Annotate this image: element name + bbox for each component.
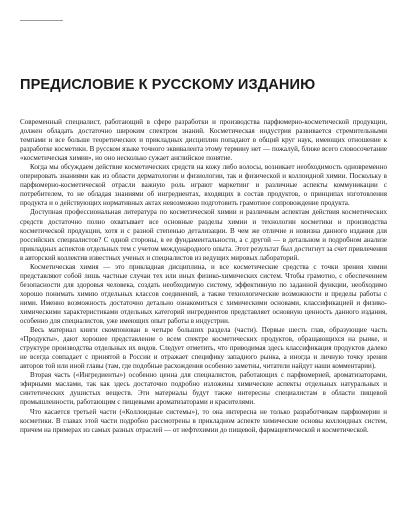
paragraph: Косметическая химия — это прикладная дисциплина, и все косметические средства с точки зрения химии представляют собой лишь частные случаи тех или иных физико-химических систем. Чтобы грамотно, с обеспечением безопасности для здоровья человека, создать необходимую систему, эффективную по заданной функции, необходимо хорошо понимать химию отдельных классов соединений, а также технологические возможности и пределы работы с ними. Именно возможность достаточно детально ознакомиться с химическими основами, классификацией и физико-химическими характеристиками отдельных категорий ингредиентов представляет основную ценность данного издания, особенно для специалистов, уже имеющих опыт работы в индустрии.	[20, 262, 387, 326]
preface-body	[20, 118, 387, 435]
paragraph: Когда мы обсуждаем действие косметических средств на кожу либо волосы, возникает необходимость одновременно оперировать знаниями как из области дерматологии и физиологии, так и физической и коллоидной химии. Поскольку в парфюмерно-косметической отрасли важную роль играют маркетинг и различные аспекты коммуникации с потребителем, то не обладая знаниями об ингредиентах, входящих в состав продуктов, о принципах изготовления продукта и о действующих нормативных актах невозможно подготовить грамотное сопровождение продукта.	[20, 163, 387, 208]
paragraph: Что касается третьей части («Коллоидные системы»), то она интересна не только разработчикам парфюмерии и косметики. В главах этой части подробно рассмотрены в прикладном аспекте химические основы коллоидных систем, причем на примерах из самых разных отраслей — от нефтехимии до пищевой, фармацевтической и косметической.	[20, 407, 387, 434]
page-title: ПРЕДИСЛОВИЕ К РУССКОМУ ИЗДАНИЮ	[20, 77, 316, 93]
header-rule	[20, 20, 63, 21]
paragraph: Весь материал книги скомпонован в четыре больших раздела (части). Первые шесть глав, образующие часть «Продукты», дают хорошее представление о всем спектре косметических продуктов, обращающихся на рынке, и структуре производства отдельных их видов. Следует отметить, что приводимая здесь классификация продуктов далеко не всегда совпадает с принятой в России и отражает специфику западного рынка, а иногда и личную точку зрения авторов той или иной главы (там, где подобные расхождения особенно заметны, читатели найдут наши комментарии).	[20, 326, 387, 371]
paragraph: Вторая часть («Ингредиенты») особенно ценна для специалистов, работающих с парфюмерией, ароматизаторами, эфирными маслами, так как здесь достаточно подробно изложены химические аспекты отдельных натуральных и синтетических душистых веществ. Эти материалы будут также интересны специалистам в области пищевой промышленности, работающим с пищевыми ароматизаторами и красителями.	[20, 371, 387, 407]
paragraph: Современный специалист, работающий в сфере разработки и производства парфюмерно-косметической продукции, должен обладать достаточно широким спектром знаний. Косметическая индустрия развивается стремительными темпами и все больше теоретических и прикладных дисциплин попадают в общий круг наук, имеющих отношение к разработке косметики. В русском языке точного эквивалента этому термину нет — пожалуй, ближе всего словосочетание «косметическая химия», но оно несколько сужает английское понятие.	[20, 118, 387, 163]
paragraph: Доступная профессиональная литература по косметической химии и различным аспектам действия косметических средств достаточно полно охватывает все основные разделы химии и технологии косметики и производства косметической продукции, хотя и с разной степенью детализации. В чем же отличие и новизна данного издания для российских специалистов? С одной стороны, в ее фундаментальности, а с другой — в детальном и подробном анализе прикладных аспектов отдельных тем с учетом международного опыта. Этот результат был достигнут за счет привлечения в авторский коллектив известных ученых и специалистов из ведущих мировых лабораторий.	[20, 208, 387, 262]
